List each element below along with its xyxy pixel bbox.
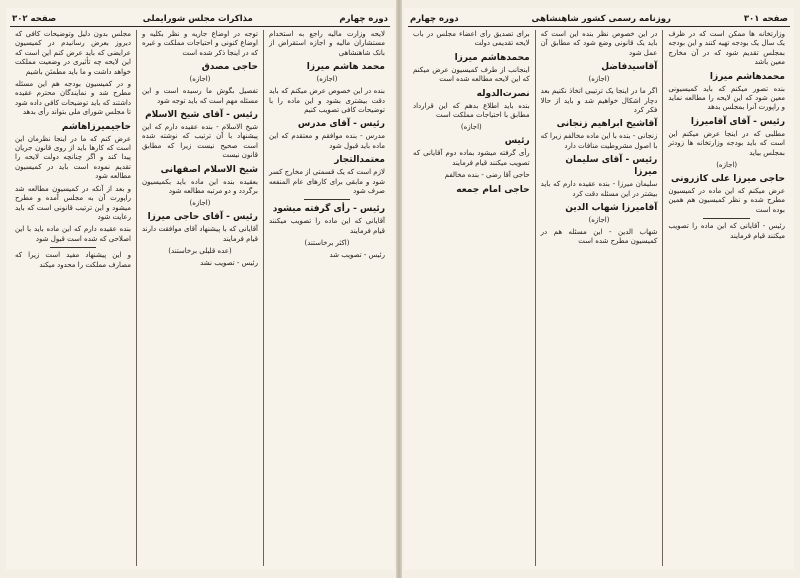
speaker-heading: رئیس - آقای آقامیرزا (690, 116, 785, 127)
vote-note: (اجازه) (716, 161, 738, 170)
left-col-2 (137, 30, 264, 566)
paragraph: آقایانی که با پیشنهاد آقای موافقت دارند قیام فرمایند (142, 225, 258, 243)
speaker-heading: حاجی امام جمعه (456, 184, 530, 195)
paragraph: مطلبی که در اینجا عرض میکنم این است که باید بودجه وزارتخانه ها زودتر بمجلس بیاید (668, 129, 785, 157)
paragraph: اگر ما در اینجا یک ترتیبی اتخاذ نکنیم بعد دچار اشکال خواهیم شد و باید از حالا فکر کرد (540, 87, 658, 115)
paragraph: عرض کنم که ما در اینجا نظرمان این است که کارها باید از روی قانون جریان پیدا کند و اگر چنانچه دولت لایحه را تقدیم نموده است باید در کمیسیون مطالعه شود (15, 134, 131, 181)
paragraph: زنجانی - بنده با این ماده مخالفم زیرا که با اصول مشروطیت منافات دارد (540, 132, 658, 150)
divider (304, 199, 350, 200)
speaker-heading: آقامیرزا شهاب الدین (565, 203, 658, 214)
speaker-heading: آقاسیدفاضل (601, 62, 658, 73)
paragraph: در این خصوص نظر بنده این است که باید یک قانونی وضع شود که مطابق آن عمل شود (540, 30, 658, 57)
speaker-heading: آقاشیخ ابراهیم زنجانی (556, 119, 658, 130)
divider (50, 247, 96, 248)
paragraph: مجلس بدون دلیل وتوضیحات کافی که دیروز بعرض رسانیدم در کمیسیون عرایضی که باید عرض کنم این است که این لایحه چه تأثیری در وضعیت مملکت خواهد داشت و ما باید مطمئن باشیم (15, 30, 131, 76)
paragraph: و بعد از آنکه در کمیسیون مطالعه شد راپورت آن به مجلس آمده و مطرح میشود و این ترتیب قانونی است که باید رعایت شود (15, 184, 131, 221)
vote-note: (اکثر برخاستند) (304, 239, 350, 248)
paragraph: اینجانب از طرف کمیسیون عرض میکنم که این لایحه مطالعه شده است (412, 65, 530, 84)
right-page (404, 8, 794, 570)
paragraph: رئیس - تصویب شد (329, 251, 385, 260)
vote-note: (اجازه) (189, 75, 211, 84)
speaker-heading: رئیس - رأی گرفته میشود (272, 204, 385, 215)
paragraph: بنده تصور میکنم که باید کمیسیونی معین شود که این لایحه را مطالعه نماید و راپورت آنرا بمجلس بدهد (668, 84, 785, 112)
right-page-number: صفحه ۳۰۱ (743, 14, 788, 24)
left-page-session: دوره چهارم (339, 14, 388, 24)
speaker-heading: رئیس - آقای حاجی میرزا (147, 212, 258, 223)
paragraph: لازم است که یک قسمتی از مخارج کسر شود و مابقی برای کارهای عام المنفعه صرف شود (269, 168, 385, 196)
left-col-3 (10, 30, 137, 566)
paragraph: تفصیل بگوش ما رسیده است و این مسئله مهم است که باید توجه شود (142, 87, 258, 105)
speaker-heading: محمدهاشم میرزا (454, 52, 530, 63)
vote-note: (اجازه) (316, 75, 338, 84)
paragraph: توجه در اوضاع جاریه و نظر بکلیه و اوضاع کنونی و احتیاجات مملکت و غیره که در اینجا ذکر شده است (142, 30, 258, 57)
vote-note: (اجازه) (460, 123, 482, 132)
paragraph: بعقیده بنده این ماده باید بکمیسیون برگردد و دو مرتبه مطالعه شود (142, 177, 258, 196)
right-page-session: دوره چهارم (410, 14, 459, 24)
vote-note: (اجازه) (588, 75, 610, 84)
paragraph: حاجی آقا رضی - بنده مخالفم (444, 171, 530, 180)
right-page-header (408, 12, 790, 27)
paragraph: و در کمیسیون بودجه هم این مسئله مطرح شد و نمایندگان محترم عقیده داشتند که باید توضیحات کافی داده شود تا مجلس شورای ملی بتواند رأی بدهد (15, 80, 131, 117)
paragraph: عرض میکنم که این ماده در کمیسیون مطرح شده و نظر کمیسیون هم همین بوده است (668, 187, 785, 214)
speaker-heading: محمدهاشم میرزا (709, 71, 785, 82)
speaker-heading: رئیس - آقای شیخ الاسلام (145, 110, 258, 121)
right-page-title: روزنامه رسمی کشور شاهنشاهی (531, 14, 671, 24)
left-page-columns (10, 30, 390, 566)
speaker-heading: حاجیمیرزاهاشم (61, 121, 131, 132)
paragraph: بنده باید اطلاع بدهم که این قرارداد مطابق با احتیاجات مملکت است (412, 101, 530, 120)
left-col-1 (264, 30, 390, 566)
speaker-heading: محمد هاشم میرزا (306, 62, 385, 73)
left-page-number: صفحه ۳۰۲ (12, 14, 57, 24)
left-page (6, 8, 394, 570)
right-col-2 (536, 30, 664, 566)
book-gutter (396, 0, 402, 578)
left-page-title: مذاکرات مجلس شورایملی (142, 14, 253, 24)
speaker-heading: نصرت‌الدوله (476, 88, 530, 99)
right-col-1 (663, 30, 790, 566)
divider (703, 218, 750, 219)
left-page-header (10, 12, 390, 27)
speaker-heading: شیخ الاسلام اصفهانی (160, 164, 258, 175)
paragraph: و این پیشنهاد مفید است زیرا که مصارف مملکت را محدود میکند (15, 251, 131, 269)
paragraph: بنده در این خصوص عرض میکنم که باید دقت بیشتری بشود و این ماده را با توضیحات کافی تصویب کنیم (269, 87, 385, 115)
paragraph: شهاب الدین - این مسئله هم در کمیسیون مطرح شده است (540, 228, 658, 246)
vote-note: (اجازه) (588, 216, 610, 225)
vote-note: (عده قلیلی برخاستند) (168, 247, 232, 256)
paragraph: رئیس - آقایانی که این ماده را تصویب میکنند قیام فرمایند (668, 222, 785, 240)
speaker-heading: رئیس - آقای سلیمان میرزا (565, 155, 658, 178)
speaker-heading: رئیس (504, 136, 530, 147)
paragraph: شیخ الاسلام - بنده عقیده دارم که این پیشنهاد با آن ترتیب که نوشته شده است صحیح نیست زیرا که مطابق قانون نیست (142, 123, 258, 160)
paragraph: آقایانی که این ماده را تصویب میکنند قیام فرمایند (269, 217, 385, 235)
paragraph: مدرس - بنده موافقم و معتقدم که این ماده باید قبول شود (269, 132, 385, 150)
right-col-3 (408, 30, 536, 566)
speaker-heading: حاجی میرزا علی کازرونی (671, 174, 785, 185)
right-page-columns (408, 30, 790, 566)
speaker-heading: حاجی مصدق (201, 62, 258, 73)
paragraph: رئیس - تصویب نشد (200, 259, 258, 268)
speaker-heading: رئیس - آقای مدرس (297, 119, 385, 130)
paragraph: لایحه وزارت مالیه راجع به استخدام مستشاران مالیه و اجازه استقراض از بانک شاهنشاهی (269, 30, 385, 57)
vote-note: (اجازه) (189, 199, 211, 208)
speaker-heading: معتمدالتجار (334, 155, 385, 166)
paragraph: وزارتخانه ها ممکن است که در ظرف یک سال یک بودجه تهیه کنند و این بودجه بمجلس تقدیم شود که در آن مخارج معین باشد (668, 30, 785, 67)
paragraph: رأی گرفته میشود بماده دوم آقایانی که تصویب میکنند قیام فرمایند (412, 149, 530, 167)
paragraph: برای تصدیق رأی اعضاء مجلس در باب لایحه تقدیمی دولت (412, 30, 530, 48)
paragraph: بنده عقیده دارم که این ماده باید با این اصلاحی که شده است قبول شود (15, 225, 131, 243)
paragraph: سلیمان میرزا - بنده عقیده دارم که باید بیشتر در این مسئله دقت کرد (540, 180, 658, 198)
